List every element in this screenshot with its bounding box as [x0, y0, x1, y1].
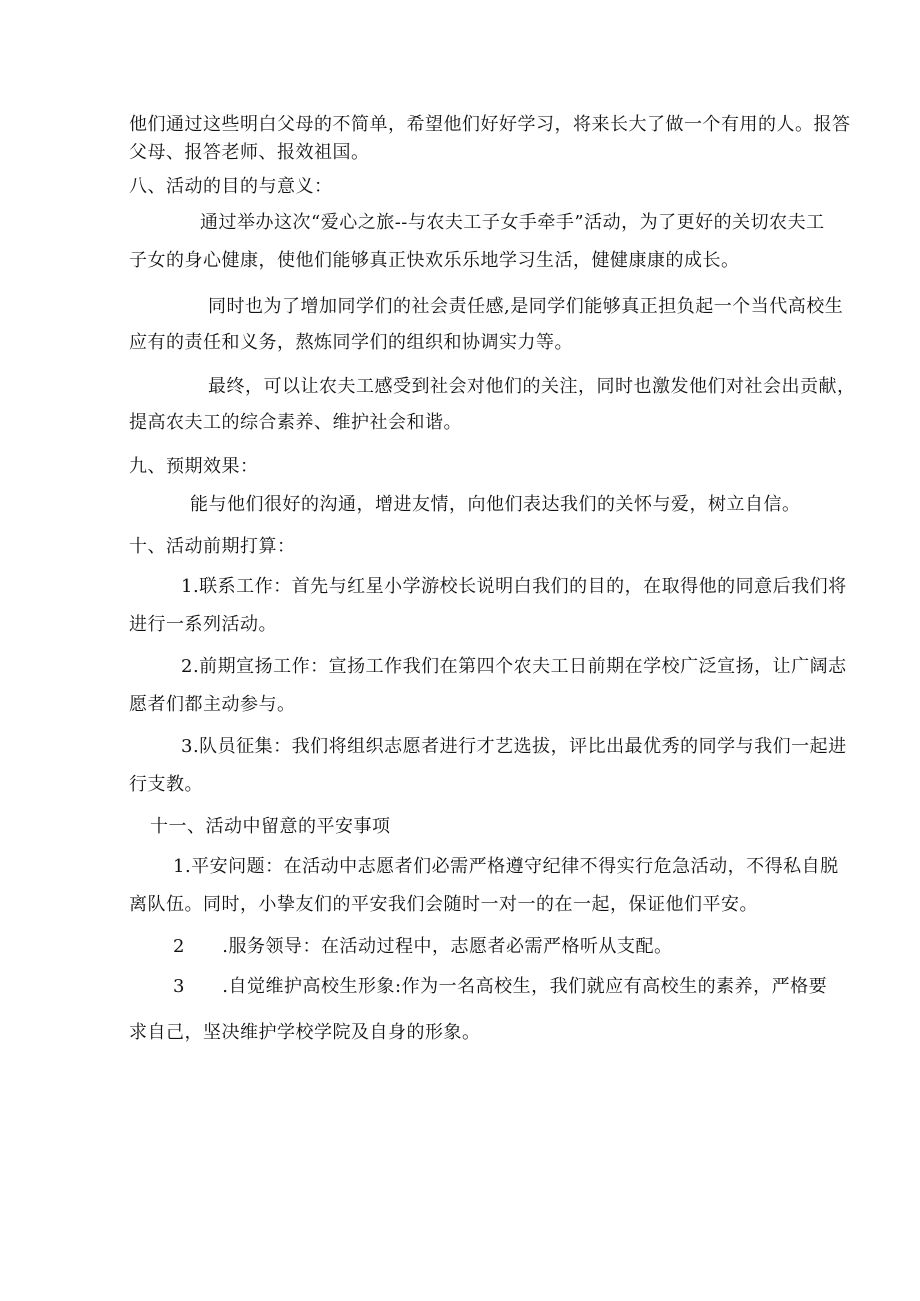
section-heading: 九、预期效果： — [129, 456, 259, 477]
paragraph-line: 能与他们很好的沟通，增进友情，向他们表达我们的关怀与爱，树立自信。 — [190, 494, 801, 515]
paragraph-line: 提高农夫工的综合素养、维护社会和谐。 — [129, 412, 462, 433]
list-item-line: 3.队员征集：我们将组织志愿者进行才艺选拔，评比出最优秀的同学与我们一起进 — [181, 736, 847, 757]
section-heading: 十一、活动中留意的平安事项 — [150, 816, 391, 837]
paragraph-line: 他们通过这些明白父母的不简单，希望他们好好学习，将来长大了做一个有用的人。报答 — [129, 114, 851, 135]
paragraph-line: 应有的责任和义务，熬炼同学们的组织和协调实力等。 — [129, 332, 573, 353]
paragraph-line: 同时也为了增加同学们的社会责任感,是同学们能够真正担负起一个当代高校生 — [208, 296, 844, 317]
paragraph-line: 通过举办这次“爱心之旅--与农夫工子女手牵手”活动，为了更好的关切农夫工 — [200, 212, 825, 233]
paragraph-line: 最终，可以让农夫工感受到社会对他们的关注，同时也激发他们对社会出贡献， — [208, 376, 856, 397]
section-heading: 十、活动前期打算： — [129, 536, 296, 557]
list-item-line: 愿者们都主动参与。 — [129, 694, 296, 715]
list-item-line: 1.平安问题：在活动中志愿者们必需严格遵守纪律不得实行危急活动，不得私自脱 — [173, 856, 839, 877]
list-item-line: 3 .自觉维护高校生形象:作为一名高校生，我们就应有高校生的素养，严格要 — [173, 976, 828, 997]
list-item-line: 求自己，坚决维护学校学院及自身的形象。 — [129, 1022, 481, 1043]
list-item-line: 行支教。 — [129, 774, 203, 795]
list-item-line: 1.联系工作：首先与红星小学游校长说明白我们的目的，在取得他的同意后我们将 — [181, 576, 847, 597]
list-item-line: 进行一系列活动。 — [129, 614, 277, 635]
paragraph-line: 子女的身心健康，使他们能够真正快欢乐乐地学习生活，健健康康的成长。 — [129, 250, 740, 271]
list-item-line: 离队伍。同时，小挚友们的平安我们会随时一对一的在一起，保证他们平安。 — [129, 894, 758, 915]
list-item-line: 2.前期宣扬工作：宣扬工作我们在第四个农夫工日前期在学校广泛宣扬，让广阔志 — [181, 656, 847, 677]
paragraph-line: 父母、报答老师、报效祖国。 — [129, 142, 370, 163]
section-heading: 八、活动的目的与意义： — [129, 176, 333, 197]
list-item-line: 2 .服务领导：在活动过程中，志愿者必需严格听从支配。 — [173, 936, 673, 957]
